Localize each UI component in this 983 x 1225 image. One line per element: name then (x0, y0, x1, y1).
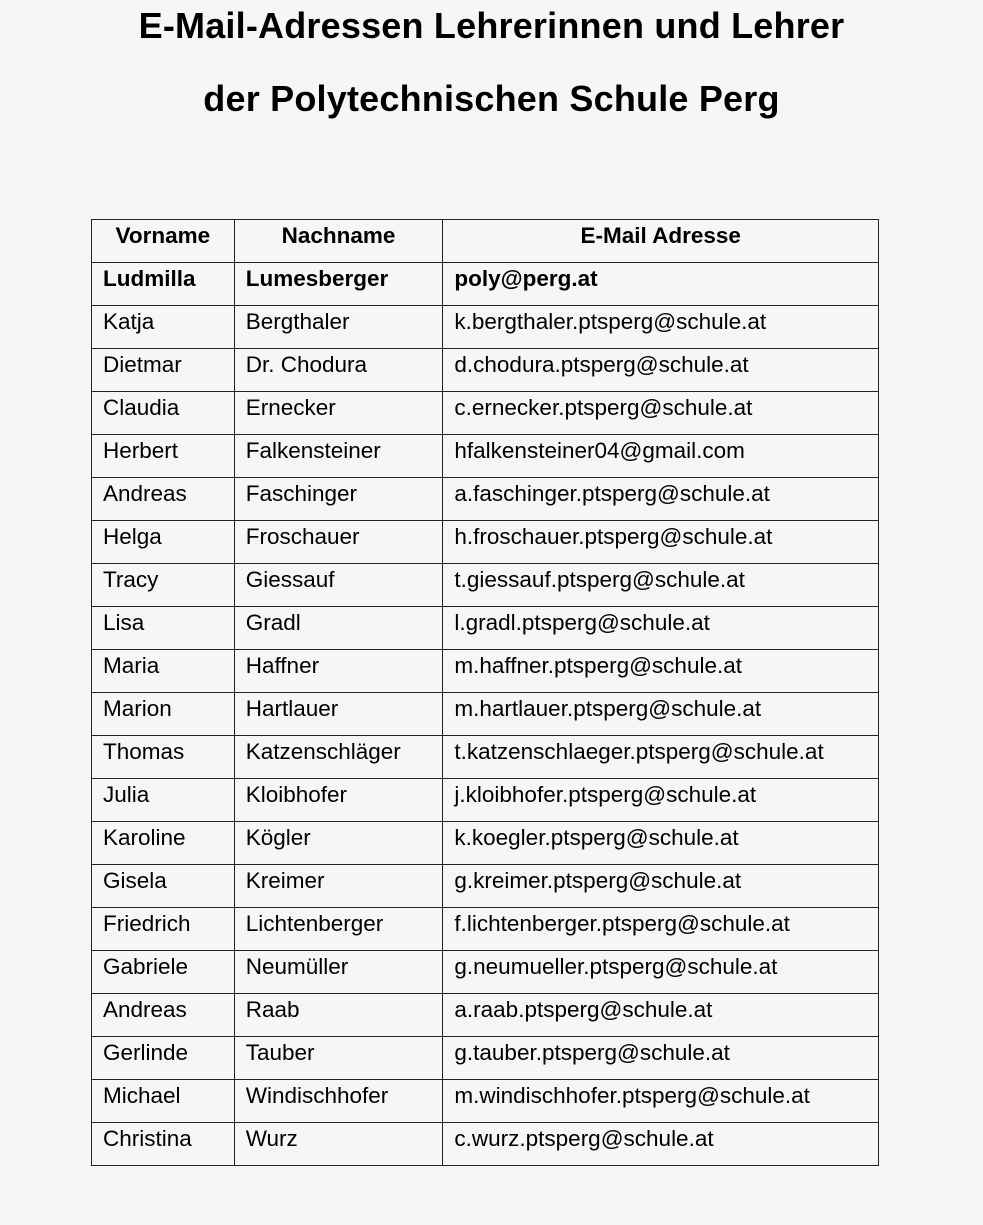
cell-email: poly@perg.at (443, 263, 879, 306)
table-row (92, 1080, 879, 1123)
cell-email: t.giessauf.ptsperg@schule.at (443, 564, 879, 607)
cell-nachname: Kögler (234, 822, 443, 865)
cell-vorname: Herbert (92, 435, 235, 478)
cell-email: a.raab.ptsperg@schule.at (443, 994, 879, 1037)
cell-email: f.lichtenberger.ptsperg@schule.at (443, 908, 879, 951)
cell-nachname: Bergthaler (234, 306, 443, 349)
cell-nachname: Tauber (234, 1037, 443, 1080)
cell-vorname: Ludmilla (92, 263, 235, 306)
table-row (92, 736, 879, 779)
cell-vorname: Michael (92, 1080, 235, 1123)
cell-nachname: Raab (234, 994, 443, 1037)
cell-vorname: Maria (92, 650, 235, 693)
cell-nachname: Giessauf (234, 564, 443, 607)
cell-nachname: Neumüller (234, 951, 443, 994)
cell-vorname: Lisa (92, 607, 235, 650)
header-vorname: Vorname (92, 220, 235, 263)
table-row (92, 822, 879, 865)
cell-email: hfalkensteiner04@gmail.com (443, 435, 879, 478)
cell-vorname: Dietmar (92, 349, 235, 392)
cell-nachname: Falkensteiner (234, 435, 443, 478)
cell-nachname: Lumesberger (234, 263, 443, 306)
header-email: E-Mail Adresse (443, 220, 879, 263)
cell-vorname: Gabriele (92, 951, 235, 994)
cell-nachname: Froschauer (234, 521, 443, 564)
cell-vorname: Thomas (92, 736, 235, 779)
table-row (92, 435, 879, 478)
page-subtitle: der Polytechnischen Schule Perg (203, 78, 780, 119)
table-row (92, 478, 879, 521)
cell-nachname: Ernecker (234, 392, 443, 435)
table-row (92, 693, 879, 736)
table-row (92, 951, 879, 994)
cell-email: l.gradl.ptsperg@schule.at (443, 607, 879, 650)
table-row (92, 994, 879, 1037)
cell-email: g.kreimer.ptsperg@schule.at (443, 865, 879, 908)
cell-email: c.ernecker.ptsperg@schule.at (443, 392, 879, 435)
cell-email: m.windischhofer.ptsperg@schule.at (443, 1080, 879, 1123)
table-row (92, 564, 879, 607)
cell-nachname: Wurz (234, 1123, 443, 1166)
cell-vorname: Julia (92, 779, 235, 822)
cell-vorname: Gerlinde (92, 1037, 235, 1080)
cell-vorname: Claudia (92, 392, 235, 435)
cell-email: t.katzenschlaeger.ptsperg@schule.at (443, 736, 879, 779)
cell-email: h.froschauer.ptsperg@schule.at (443, 521, 879, 564)
cell-nachname: Gradl (234, 607, 443, 650)
cell-vorname: Gisela (92, 865, 235, 908)
cell-nachname: Lichtenberger (234, 908, 443, 951)
cell-vorname: Karoline (92, 822, 235, 865)
header-nachname: Nachname (234, 220, 443, 263)
cell-nachname: Haffner (234, 650, 443, 693)
cell-email: k.koegler.ptsperg@schule.at (443, 822, 879, 865)
cell-vorname: Andreas (92, 994, 235, 1037)
cell-email: g.neumueller.ptsperg@schule.at (443, 951, 879, 994)
page-title: E-Mail-Adressen Lehrerinnen und Lehrer (138, 5, 845, 46)
table-row (92, 607, 879, 650)
cell-nachname: Kloibhofer (234, 779, 443, 822)
table-header-row (92, 220, 879, 263)
cell-nachname: Dr. Chodura (234, 349, 443, 392)
table-row (92, 865, 879, 908)
table-row (92, 521, 879, 564)
cell-email: m.haffner.ptsperg@schule.at (443, 650, 879, 693)
cell-vorname: Katja (92, 306, 235, 349)
cell-email: m.hartlauer.ptsperg@schule.at (443, 693, 879, 736)
cell-email: k.bergthaler.ptsperg@schule.at (443, 306, 879, 349)
cell-nachname: Hartlauer (234, 693, 443, 736)
table-row (92, 392, 879, 435)
cell-nachname: Windischhofer (234, 1080, 443, 1123)
table-row (92, 650, 879, 693)
cell-vorname: Tracy (92, 564, 235, 607)
table-row (92, 908, 879, 951)
table-row (92, 1123, 879, 1166)
table-row (92, 779, 879, 822)
cell-nachname: Faschinger (234, 478, 443, 521)
cell-vorname: Friedrich (92, 908, 235, 951)
cell-vorname: Marion (92, 693, 235, 736)
cell-nachname: Katzenschläger (234, 736, 443, 779)
cell-email: c.wurz.ptsperg@schule.at (443, 1123, 879, 1166)
table-row (92, 306, 879, 349)
cell-vorname: Andreas (92, 478, 235, 521)
cell-email: a.faschinger.ptsperg@schule.at (443, 478, 879, 521)
cell-vorname: Helga (92, 521, 235, 564)
cell-email: j.kloibhofer.ptsperg@schule.at (443, 779, 879, 822)
cell-nachname: Kreimer (234, 865, 443, 908)
cell-email: d.chodura.ptsperg@schule.at (443, 349, 879, 392)
table-row (92, 263, 879, 306)
cell-email: g.tauber.ptsperg@schule.at (443, 1037, 879, 1080)
email-table (91, 219, 879, 1166)
cell-vorname: Christina (92, 1123, 235, 1166)
table-row (92, 349, 879, 392)
table-row (92, 1037, 879, 1080)
